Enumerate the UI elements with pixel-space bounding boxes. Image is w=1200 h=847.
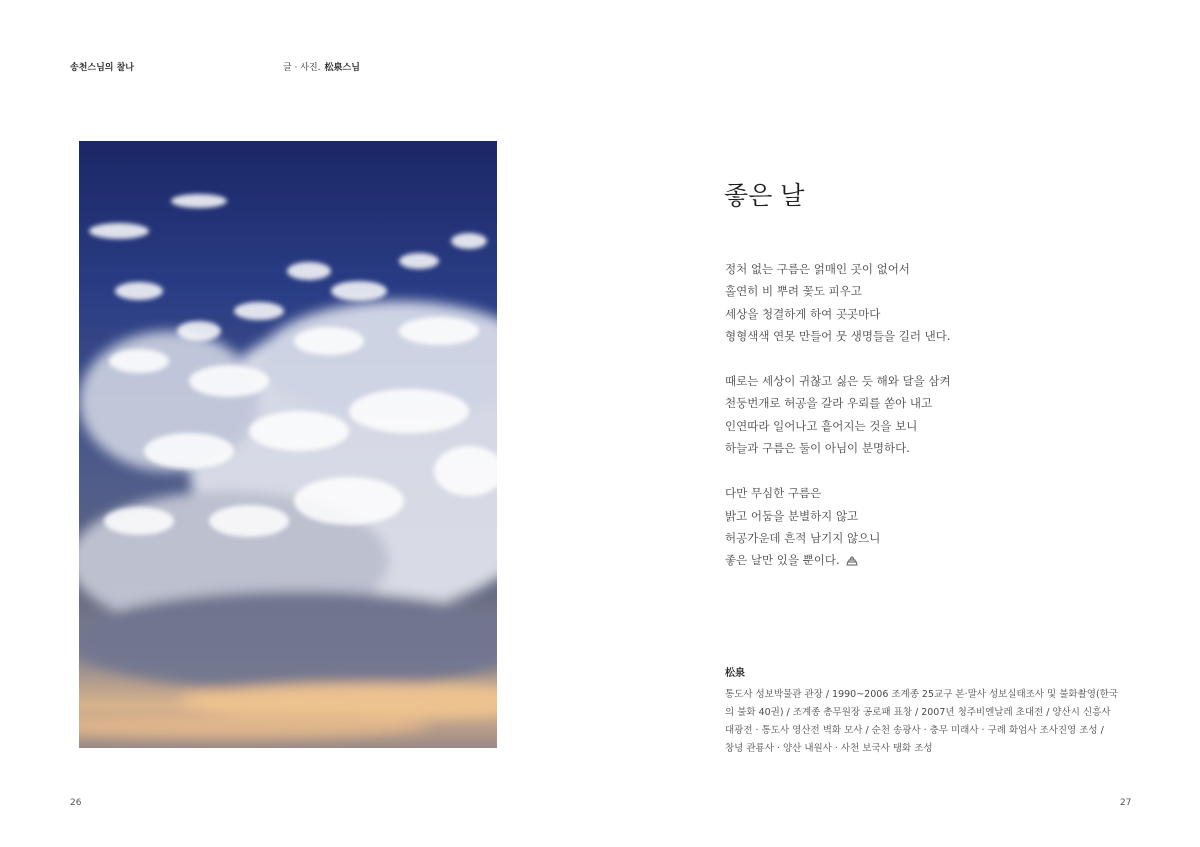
bio-line: 통도사 성보박물관 관장 / 1990~2006 조계종 25교구 본·말사 성보실태조사 및 불화촬영(한국 <box>725 689 1119 700</box>
bio-line: 대광전 · 통도사 영산전 벽화 모사 / 순천 송광사 · 충무 미래사 · 구례 화엄사 조사진영 조성 / <box>725 725 1104 736</box>
poem-line: 형형색색 연못 만들어 뭇 생명들을 길러 낸다. <box>725 328 951 343</box>
poem-line: 천둥번개로 허공을 갈라 우뢰를 쏟아 내고 <box>725 396 933 411</box>
stupa-end-mark-icon <box>846 555 858 567</box>
bio-line: 창녕 관룡사 · 양산 내원사 · 사천 보국사 탱화 조성 <box>725 743 933 754</box>
poem-stanza <box>725 482 951 571</box>
sky-cloud-photo <box>79 141 497 748</box>
poem-line: 허공가운데 흔적 남기지 않으니 <box>725 530 881 545</box>
poem-title: 좋은 날 <box>724 181 805 210</box>
poem-line: 하늘과 구름은 둘이 아님이 분명하다. <box>725 441 910 456</box>
poem-line: 인연따라 일어나고 흩어지는 것을 보니 <box>725 418 918 433</box>
bio-line: 의 불화 40권) / 조계종 총무원장 공로패 표창 / 2007년 청주비엔날레 초대전 / 양산시 신흥사 <box>725 707 1111 718</box>
poem-line-text: 좋은 날만 있을 뿐이다. <box>725 553 840 568</box>
bio-title: 松泉 <box>725 668 745 679</box>
author-bio <box>725 686 1120 758</box>
poem-line: 홀연히 비 뿌려 꽃도 피우고 <box>725 284 862 299</box>
poem-stanza <box>725 370 951 459</box>
credit-line <box>283 60 360 73</box>
poem-line: 정처 없는 구름은 얽매인 곳이 없어서 <box>725 262 910 276</box>
poem-line: 밝고 어둠을 분별하지 않고 <box>725 508 859 523</box>
poem-line: 때로는 세상이 귀찮고 싫은 듯 해와 달을 삼켜 <box>725 374 951 389</box>
page-number-right: 27 <box>1120 798 1132 808</box>
poem-stanza <box>725 258 951 347</box>
poem-line: 다만 무심한 구름은 <box>725 486 822 501</box>
credit-author: 松泉스님 <box>324 63 360 73</box>
series-title: 송천스님의 찰나 <box>70 63 134 73</box>
poem-body <box>725 258 951 595</box>
page-number-left: 26 <box>70 798 82 808</box>
credit-label: 글 · 사진. <box>283 63 321 73</box>
poem-line-last <box>725 549 951 571</box>
poem-line: 세상을 청결하게 하여 곳곳마다 <box>725 306 881 321</box>
